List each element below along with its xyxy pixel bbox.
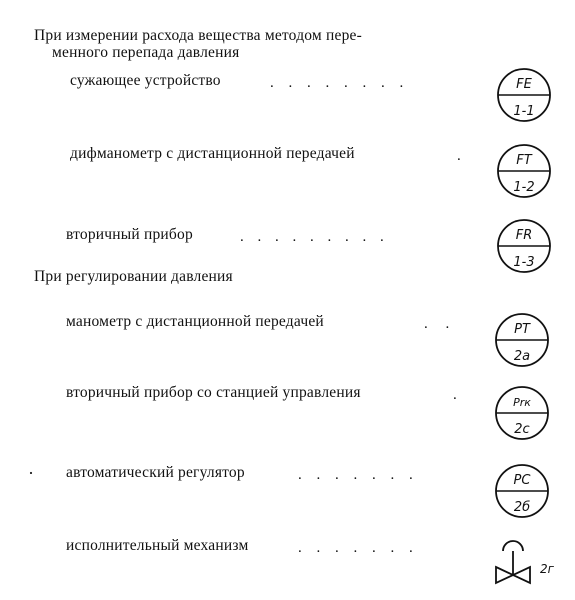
- instrument-symbol-ft: [496, 141, 552, 201]
- symbol-code-bottom: 2а: [513, 349, 531, 364]
- symbol-code-top: PT: [514, 322, 530, 337]
- symbol-code-bottom: 1-2: [513, 180, 535, 195]
- item-label: вторичный прибор со станцией управления: [66, 384, 361, 401]
- item-label: манометр с дистанционной передачей: [66, 313, 324, 330]
- item-label: автоматический регулятор: [66, 464, 245, 481]
- item-label: сужающее устройство: [70, 72, 221, 89]
- symbol-code-top: Рrк: [513, 396, 531, 409]
- actuator-valve-icon: [493, 535, 541, 590]
- leader-dots: . .: [424, 316, 450, 332]
- symbol-code-bottom: 1-3: [513, 255, 535, 270]
- stray-dot: ·: [28, 463, 34, 483]
- instrument-symbol-pt: [494, 310, 550, 370]
- item-label: вторичный прибор: [66, 226, 193, 243]
- instrument-symbol-prk: [494, 383, 550, 443]
- item-label: дифманометр с дистанционной передачей: [70, 145, 355, 162]
- section1-title-line2: менного перепада давления: [52, 44, 240, 61]
- symbol-code-bottom: 1-1: [513, 104, 535, 119]
- section2-title: При регулировании давления: [34, 268, 233, 285]
- leader-dots: . . . . . . . .: [270, 75, 404, 91]
- actuator-code: 2г: [540, 562, 554, 576]
- item-label: исполнительный механизм: [66, 537, 249, 554]
- instrument-symbol-pc: [494, 461, 550, 521]
- instrument-symbol-fe: [496, 65, 552, 125]
- symbol-code-top: FT: [516, 153, 532, 168]
- leader-dots: .: [457, 148, 461, 164]
- leader-dots: . . . . . . . . .: [240, 229, 384, 245]
- leader-dots: .: [453, 387, 457, 403]
- symbol-code-bottom: 2б: [513, 500, 531, 515]
- symbol-code-top: FR: [515, 228, 533, 243]
- symbol-code-top: PC: [513, 473, 531, 488]
- section1-title-line1: При измерении расхода вещества методом пере-: [34, 27, 362, 44]
- leader-dots: . . . . . . .: [298, 540, 413, 556]
- instrument-symbol-fr: [496, 216, 552, 276]
- leader-dots: . . . . . . .: [298, 467, 413, 483]
- symbol-code-top: FE: [516, 77, 532, 92]
- symbol-code-bottom: 2с: [514, 422, 530, 437]
